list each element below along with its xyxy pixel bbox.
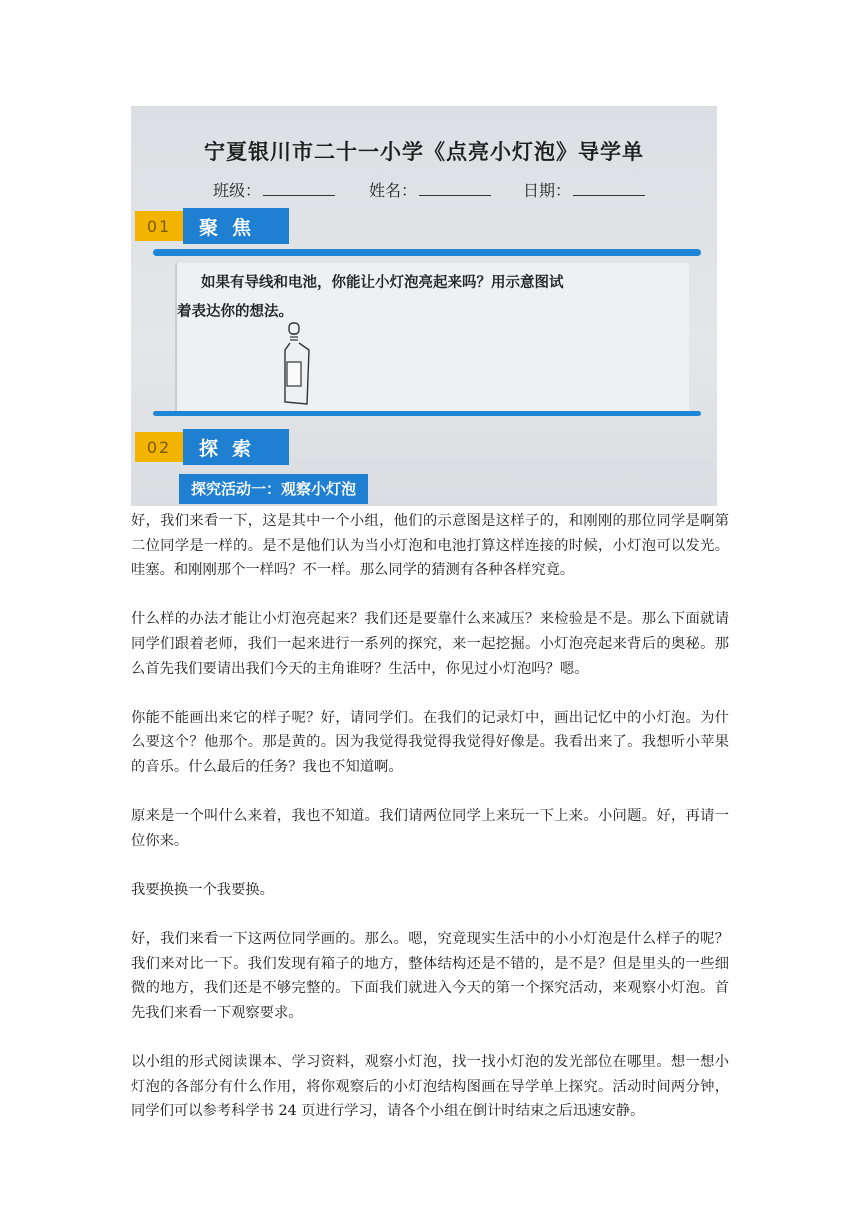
section-label: 聚焦 (183, 208, 289, 244)
focus-question (177, 269, 689, 327)
section-focus-tab (135, 208, 289, 244)
worksheet-photo (131, 106, 717, 506)
transcript-paragraph: 好，我们来看一下，这是其中一个小组，他们的示意图是这样子的，和刚刚的那位同学是啊第二位同学是一样的。是不是他们认为当小灯泡和电池打算这样连接的时候，小灯泡可以发光。哇塞。和刚刚那个一样吗？不一样。那么同学的猜测有各种各样究竟。 (131, 513, 729, 579)
section-label: 探索 (183, 429, 289, 465)
class-blank (263, 195, 335, 196)
class-field (213, 178, 335, 201)
question-line-2: 着表达你的想法。 (177, 304, 293, 320)
transcript-paragraph: 什么样的办法才能让小灯泡亮起来？我们还是要靠什么来减压？来检验是不是。那么下面就请同学们跟着老师，我们一起来进行一系列的探究，来一起挖掘。小灯泡亮起来背后的奥秘。那么首先我们要请出我们今天的主角谁呀？生活中，你见过小灯泡吗？嗯。 (131, 611, 729, 677)
date-field (523, 178, 645, 201)
section-explore-tab (135, 429, 289, 465)
transcript-paragraph: 以小组的形式阅读课本、学习资料，观察小灯泡，找一找小灯泡的发光部位在哪里。想一想小灯泡的各部分有什么作用，将你观察后的小灯泡结构图画在导学单上探究。活动时间两分钟，同学们可以参考科学书 24 页进行学习，请各个小组在倒计时结束之后迅速安静。 (131, 1054, 729, 1120)
worksheet-title: 宁夏银川市二十一小学《点亮小灯泡》导学单 (204, 140, 644, 164)
date-blank (573, 195, 645, 196)
transcript (131, 509, 729, 1148)
transcript-paragraph: 我要换换一个我要换。 (131, 881, 274, 898)
activity-title: 探究活动一：观察小灯泡 (179, 474, 368, 504)
name-field (369, 178, 491, 201)
transcript-paragraph: 你能不能画出来它的样子呢？好，请同学们。在我们的记录灯中，画出记忆中的小灯泡。为什么要这个？他那个。那是黄的。因为我觉得我觉得我觉得好像是。我看出来了。我想听小苹果的音乐。什么最后的任务？我也不知道啊。 (131, 709, 729, 775)
date-label: 日期： (523, 181, 572, 200)
section-divider-top (153, 249, 701, 256)
class-label: 班级： (213, 181, 262, 200)
transcript-paragraph: 原来是一个叫什么来着，我也不知道。我们请两位同学上来玩一下上来。小问题。好，再请一位你来。 (131, 808, 729, 849)
section-number: 02 (135, 432, 183, 462)
section-divider-bottom (153, 411, 701, 416)
section-number: 01 (135, 211, 183, 241)
name-label: 姓名： (369, 181, 418, 200)
question-line-1: 如果有导线和电池，你能让小灯泡亮起来吗？用示意图试 (201, 275, 564, 291)
transcript-paragraph: 好，我们来看一下这两位同学画的。那么。嗯，究竟现实生活中的小小灯泡是什么样子的呢？我们来对比一下。我们发现有箱子的地方，整体结构还是不错的，是不是？但是里头的一些细微的地方，我们还是不够完整的。下面我们就进入今天的第一个探究活动，来观察小灯泡。首先我们来看一下观察要求。 (131, 931, 729, 1021)
name-blank (419, 195, 491, 196)
bulb-sketch-icon (277, 320, 317, 406)
